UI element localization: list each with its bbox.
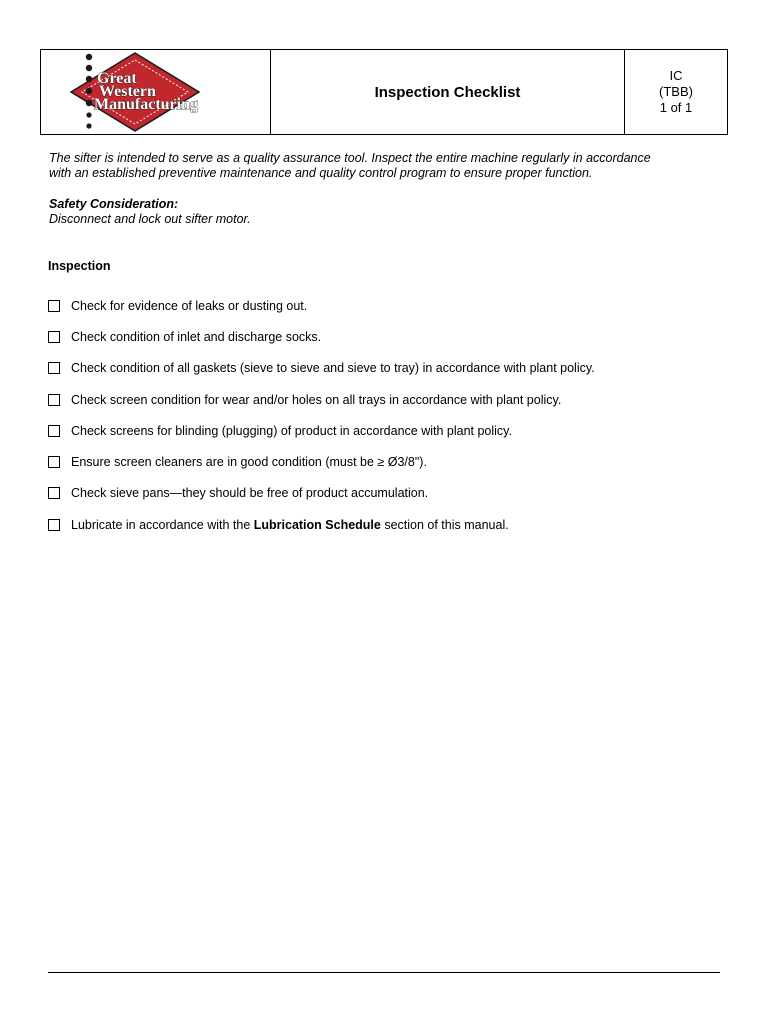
- checklist-item-text: Ensure screen cleaners are in good condition (must be ≥ Ø3/8").: [71, 455, 427, 470]
- checklist-item: [48, 415, 738, 446]
- logo-word-2: Western: [99, 83, 156, 100]
- checklist-item-text: Check for evidence of leaks or dusting out.: [71, 298, 308, 313]
- inspection-heading: Inspection: [48, 259, 111, 273]
- logo-cell: [41, 50, 271, 135]
- checklist-item: [48, 353, 738, 384]
- logo-word-3: Manufacturing: [94, 96, 198, 113]
- checkbox[interactable]: [48, 487, 60, 499]
- page-title: Inspection Checklist: [374, 83, 521, 101]
- intro-line-1: The sifter is intended to serve as a quality assurance tool. Inspect the entire machine regularly in accordance: [49, 151, 651, 165]
- footer-divider: [48, 972, 720, 973]
- checklist-item-text: [71, 518, 509, 532]
- intro-line-2: with an established preventive maintenance and quality control program to ensure proper function.: [49, 166, 593, 180]
- inspection-checklist: [48, 290, 738, 540]
- checklist-item-text: Check screen condition for wear and/or holes on all trays in accordance with plant policy.: [71, 392, 562, 407]
- doc-subcode: (TBB): [659, 84, 693, 99]
- title-cell: [271, 50, 625, 135]
- checklist-item-text: Check condition of all gaskets (sieve to sieve and sieve to tray) in accordance with plant policy.: [71, 361, 595, 376]
- safety-heading: Safety Consideration:: [49, 197, 179, 211]
- checklist-item: [48, 321, 738, 352]
- checklist-item-text: Check sieve pans—they should be free of product accumulation.: [71, 486, 429, 501]
- checklist-item-text: Check screens for blinding (plugging) of product in accordance with plant policy.: [71, 423, 512, 438]
- document-header: [40, 49, 728, 135]
- doc-info-cell: [625, 50, 728, 135]
- checklist-item: [48, 509, 738, 540]
- checklist-item-text-pre: Lubricate in accordance with the: [71, 517, 254, 532]
- checkbox[interactable]: [48, 331, 60, 343]
- logo-word-1: Great: [97, 70, 137, 87]
- checkbox[interactable]: [48, 519, 60, 531]
- section-reference: Lubrication Schedule: [253, 517, 381, 532]
- checkbox[interactable]: [48, 394, 60, 406]
- checklist-item-text-post: section of this manual.: [380, 517, 509, 532]
- safety-text: Disconnect and lock out sifter motor.: [49, 212, 251, 226]
- page-number: 1 of 1: [659, 100, 693, 115]
- checklist-item: [48, 478, 738, 509]
- checkbox[interactable]: [48, 300, 60, 312]
- checklist-item: [48, 290, 738, 321]
- checkbox[interactable]: [48, 425, 60, 437]
- company-logo: [69, 51, 244, 133]
- checkbox[interactable]: [48, 456, 60, 468]
- doc-code: IC: [669, 68, 683, 83]
- checklist-item: [48, 446, 738, 477]
- intro-paragraph: [49, 151, 729, 181]
- checkbox[interactable]: [48, 362, 60, 374]
- checklist-item: [48, 384, 738, 415]
- checklist-item-text: Check condition of inlet and discharge socks.: [71, 329, 322, 344]
